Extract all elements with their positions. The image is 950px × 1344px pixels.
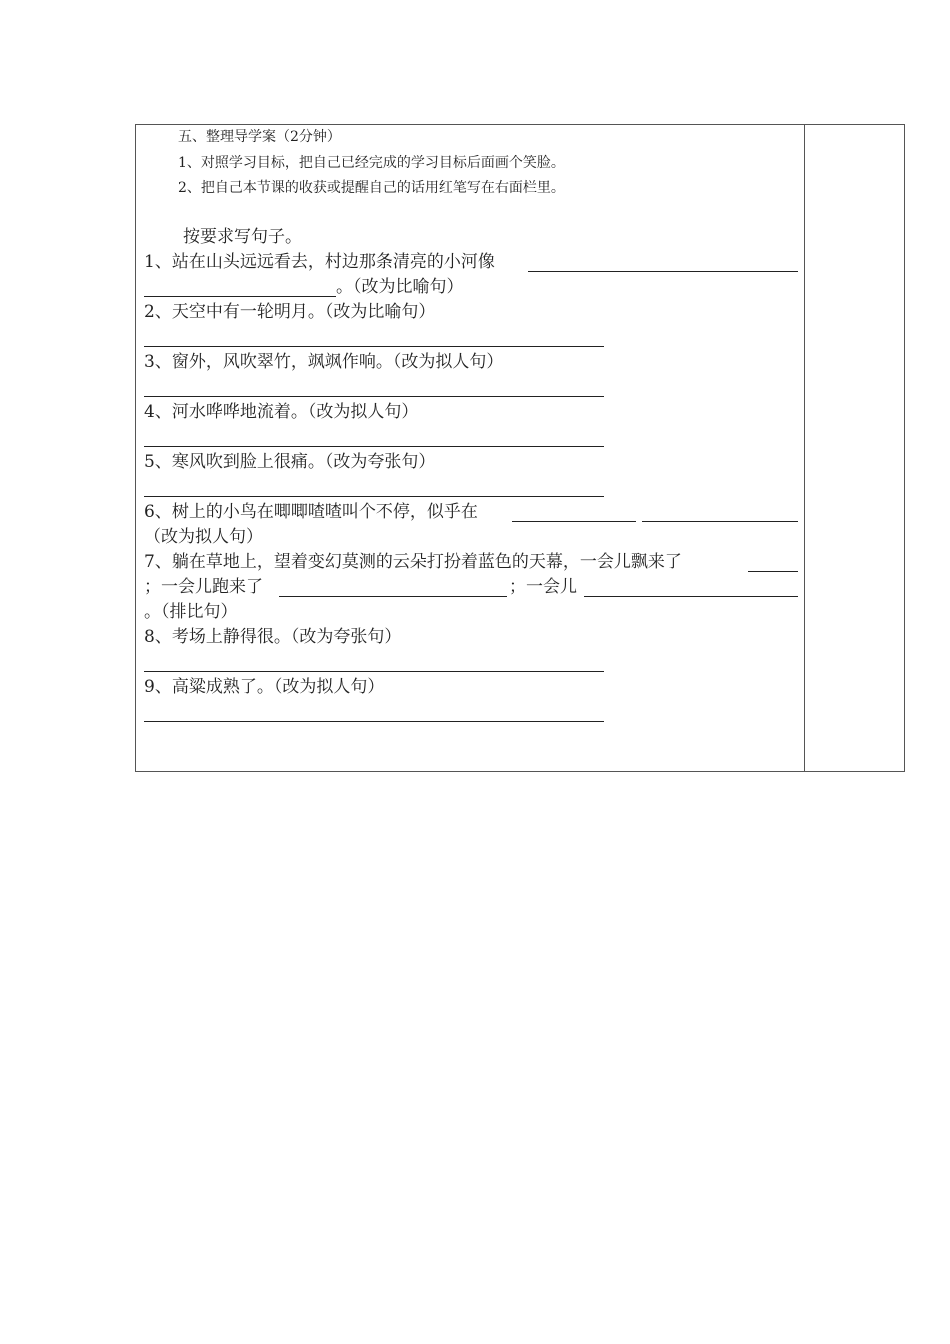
question-7-answer-line-a[interactable] (748, 571, 798, 572)
worksheet-table (135, 124, 905, 772)
question-6-answer-line-a[interactable] (512, 521, 636, 522)
question-8-answer-line[interactable] (144, 671, 604, 672)
question-3-answer-line[interactable] (144, 396, 604, 397)
question-7-mid-1: ；一会儿跑来了 (144, 577, 263, 597)
question-9-prompt: 9、高粱成熟了。（改为拟人句） (144, 677, 385, 697)
notes-column[interactable] (805, 125, 904, 771)
step-2-text: 2、把自己本节课的收获或提醒自己的话用红笔写在右面栏里。 (178, 180, 565, 196)
question-1-suffix: 。（改为比喻句） (336, 277, 464, 297)
task-instruction: 按要求写句子。 (183, 227, 302, 247)
section-title: 五、整理导学案（2分钟） (178, 129, 341, 145)
question-6-prompt: 6、树上的小鸟在唧唧喳喳叫个不停，似乎在 (144, 502, 478, 522)
question-5-answer-line[interactable] (144, 496, 604, 497)
step-1-text: 1、对照学习目标，把自己已经完成的学习目标后面画个笑脸。 (178, 155, 565, 171)
question-1-answer-line-a[interactable] (528, 271, 798, 272)
question-6-suffix: （改为拟人句） (144, 527, 263, 547)
main-content-cell (136, 125, 804, 771)
question-6-answer-line-b[interactable] (642, 521, 798, 522)
question-7-suffix: 。（排比句） (144, 602, 238, 622)
question-7-mid-2: ；一会儿 (509, 577, 577, 597)
question-3-prompt: 3、窗外，风吹翠竹，飒飒作响。（改为拟人句） (144, 352, 504, 372)
question-4-answer-line[interactable] (144, 446, 604, 447)
question-7-answer-line-c[interactable] (584, 596, 798, 597)
question-1-answer-line-b[interactable] (144, 296, 336, 297)
question-1-prompt: 1、站在山头远远看去，村边那条清亮的小河像 (144, 252, 495, 272)
question-5-prompt: 5、寒风吹到脸上很痛。（改为夸张句） (144, 452, 436, 472)
question-4-prompt: 4、河水哗哗地流着。（改为拟人句） (144, 402, 419, 422)
question-7-prompt: 7、躺在草地上，望着变幻莫测的云朵打扮着蓝色的天幕，一会儿飘来了 (144, 552, 682, 572)
question-8-prompt: 8、考场上静得很。（改为夸张句） (144, 627, 402, 647)
question-9-answer-line[interactable] (144, 721, 604, 722)
question-7-answer-line-b[interactable] (279, 596, 507, 597)
question-2-prompt: 2、天空中有一轮明月。（改为比喻句） (144, 302, 436, 322)
question-2-answer-line[interactable] (144, 346, 604, 347)
